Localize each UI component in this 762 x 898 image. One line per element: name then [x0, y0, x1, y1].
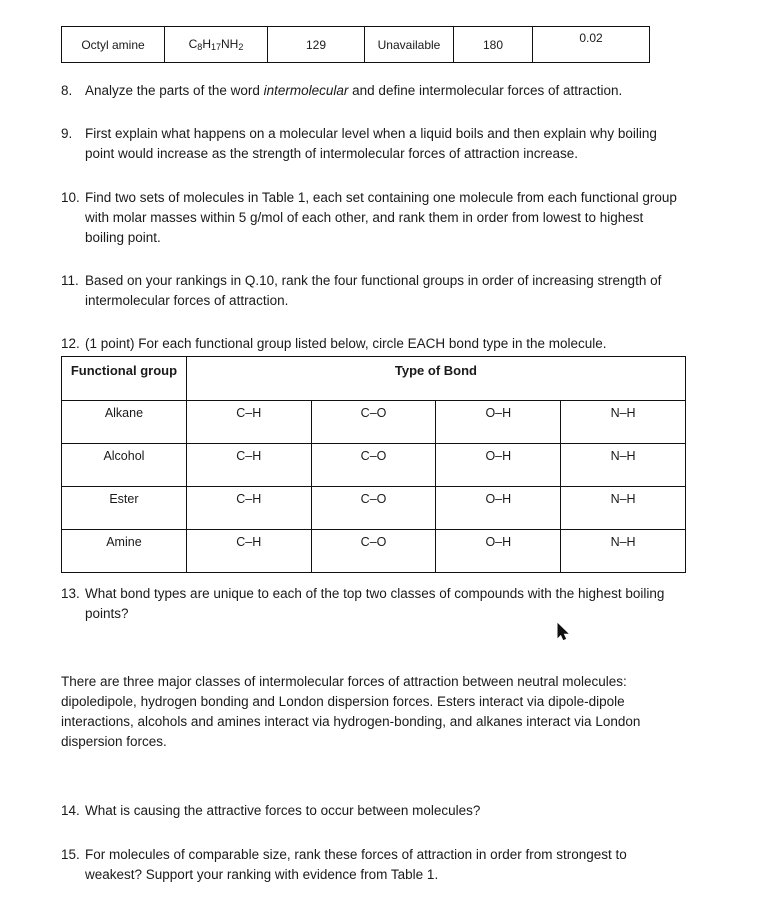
question-number: 13. [61, 586, 80, 601]
question-text: What is causing the attractive forces to occur between molecules? [85, 803, 481, 818]
question-13 [61, 584, 686, 624]
question-number: 9. [61, 126, 73, 141]
formula-sub: 2 [238, 42, 244, 52]
bond-option[interactable]: C–H [186, 487, 311, 530]
bond-type-table [61, 356, 686, 573]
question-11 [61, 271, 686, 311]
formula-sub: 8 [197, 42, 203, 52]
formula-part: NH [221, 37, 239, 51]
question-10 [61, 188, 686, 248]
italic-term: intermolecular [263, 83, 349, 98]
bond-option[interactable]: C–O [311, 444, 436, 487]
unavailable-cell: Unavailable [365, 27, 454, 63]
boiling-point-cell: 180 [454, 27, 533, 63]
question-text: (1 point) For each functional group listed below, circle EACH bond type in the molecule. [85, 336, 607, 351]
table-row [62, 27, 650, 63]
question-8 [61, 81, 681, 101]
question-text [85, 81, 681, 101]
molar-mass-cell: 129 [268, 27, 365, 63]
top-data-table [61, 26, 650, 63]
bond-option[interactable]: C–O [311, 487, 436, 530]
bond-option[interactable]: N–H [561, 487, 686, 530]
formula-part: C [188, 37, 198, 51]
functional-group-header: Functional group [62, 357, 187, 401]
question-text: What bond types are unique to each of the top two classes of compounds with the highest boiling points? [85, 586, 665, 621]
bond-option[interactable]: C–O [311, 530, 436, 573]
bond-option[interactable]: N–H [561, 444, 686, 487]
bond-option[interactable]: O–H [436, 401, 561, 444]
bond-option[interactable]: N–H [561, 401, 686, 444]
functional-group-cell: Ester [62, 487, 187, 530]
functional-group-cell: Amine [62, 530, 187, 573]
text-part: Analyze the parts of the word [85, 83, 264, 98]
bond-option[interactable]: C–H [186, 530, 311, 573]
formula-cell [165, 27, 268, 63]
functional-group-cell: Alkane [62, 401, 187, 444]
bond-type-header: Type of Bond [186, 357, 685, 401]
question-number: 8. [61, 83, 73, 98]
bond-option[interactable]: O–H [436, 530, 561, 573]
question-number: 15. [61, 847, 80, 862]
formula-part: H [202, 37, 211, 51]
functional-group-cell: Alcohol [62, 444, 187, 487]
bond-option[interactable]: N–H [561, 530, 686, 573]
question-number: 14. [61, 803, 80, 818]
value-cell: 0.02 [533, 27, 650, 63]
question-15 [61, 845, 661, 885]
bond-option[interactable]: C–H [186, 401, 311, 444]
question-text: For molecules of comparable size, rank these forces of attraction in order from strongest to weakest? Support your ranking with evidence from Table 1. [85, 847, 627, 882]
question-12 [61, 334, 701, 354]
bond-option[interactable]: C–H [186, 444, 311, 487]
question-number: 12. [61, 336, 80, 351]
compound-name-cell: Octyl amine [62, 27, 165, 63]
text-part: and define intermolecular forces of attraction. [348, 83, 623, 98]
question-text: Find two sets of molecules in Table 1, each set containing one molecule from each functional group with molar masses within 5 g/mol of each other, and rank them in order from lowest to highest boiling point. [85, 190, 677, 245]
question-9 [61, 124, 671, 164]
question-14 [61, 801, 681, 821]
bond-option[interactable]: O–H [436, 487, 561, 530]
question-number: 11. [61, 273, 79, 288]
table-row [62, 444, 686, 487]
table-row [62, 487, 686, 530]
bond-option[interactable]: O–H [436, 444, 561, 487]
table-row [62, 530, 686, 573]
info-paragraph: There are three major classes of intermolecular forces of attraction between neutral molecules: dipoledipole, hydrogen bonding and London dispersion forces. Esters interact via dipole-dipole interactions, alcohols and amines interact via hydrogen-bonding, and alkanes interact via London dispersion forces. [61, 674, 641, 749]
table-header-row [62, 357, 686, 401]
bond-option[interactable]: C–O [311, 401, 436, 444]
table-row [62, 401, 686, 444]
question-number: 10. [61, 190, 80, 205]
mouse-cursor-icon [557, 623, 569, 641]
question-text: Based on your rankings in Q.10, rank the four functional groups in order of increasing strength of intermolecular forces of attraction. [85, 273, 662, 308]
formula-sub: 17 [210, 42, 221, 52]
question-text: First explain what happens on a molecular level when a liquid boils and then explain why boiling point would increase as the strength of intermolecular forces of attraction increase. [85, 126, 657, 161]
